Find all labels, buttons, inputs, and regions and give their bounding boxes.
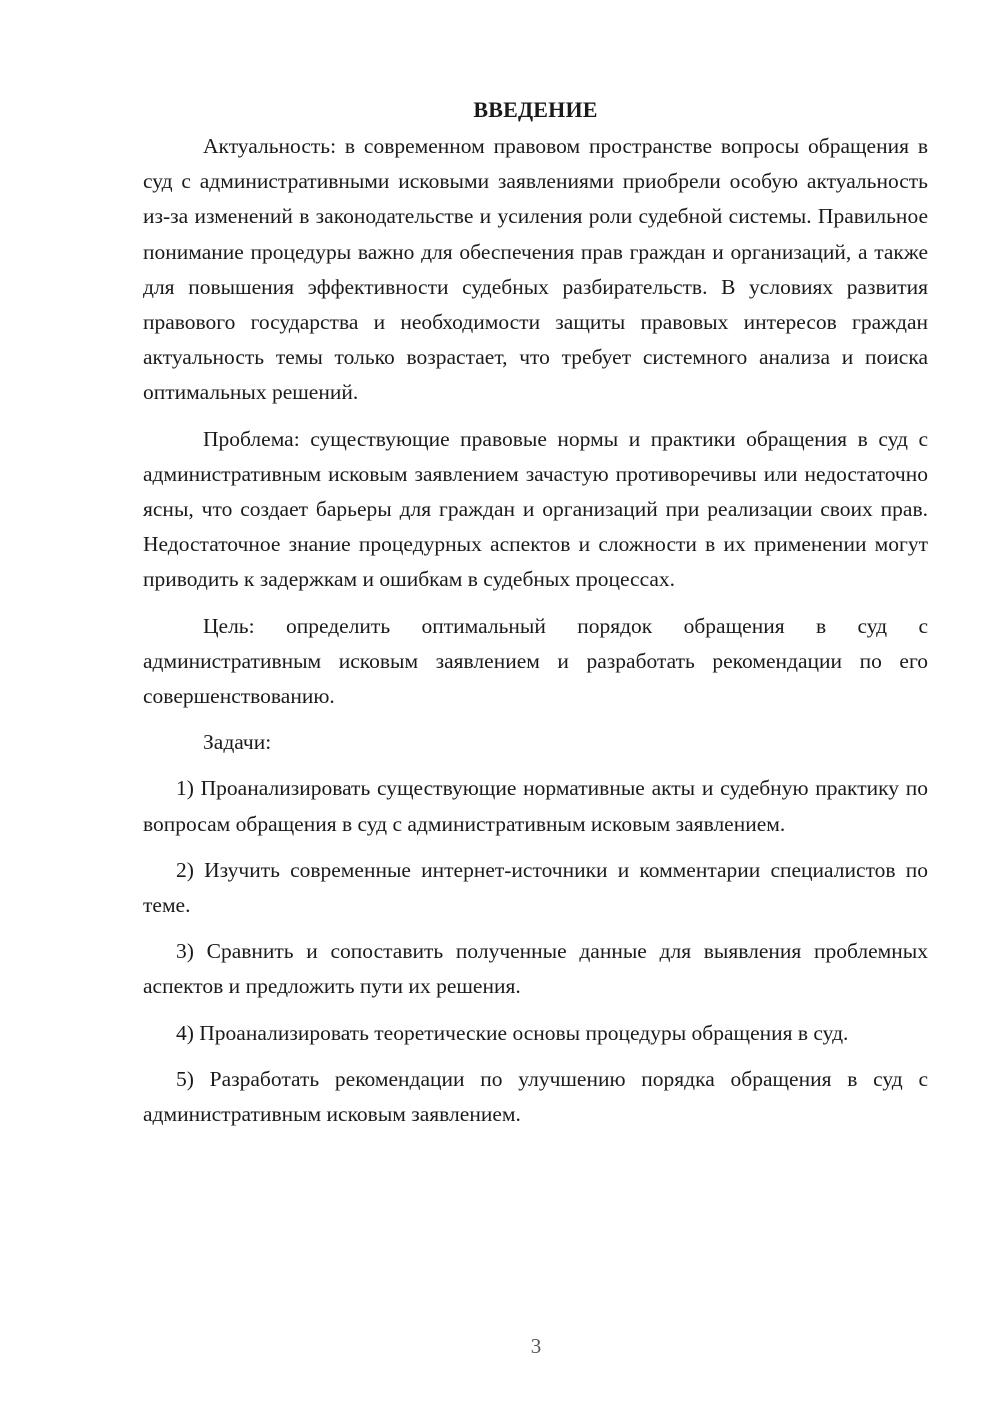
- paragraph-relevance: Актуальность: в современном правовом пространстве вопросы обращения в суд с административными исковыми заявлениями приобрели особую актуальность из-за изменений в законодательстве и усиления роли судебной системы. Правильное понимание процедуры важно для обеспечения прав граждан и организаций, а также для повышения эффективности судебных разбирательств. В условиях развития правового государства и необходимости защиты правовых интересов граждан актуальность темы только возрастает, что требует системного анализа и поиска оптимальных решений.: [143, 134, 928, 405]
- paragraph-problem: Проблема: существующие правовые нормы и практики обращения в суд с административным исковым заявлением зачастую противоречивы или недостаточно ясны, что создает барьеры для граждан и организаций при реализации своих прав. Недостаточное знание процедурных аспектов и сложности в их применении могут приводить к задержкам и ошибкам в судебных процессах.: [143, 426, 928, 592]
- page-content: [143, 92, 928, 1143]
- task-item-5: 5) Разработать рекомендации по улучшению порядка обращения в суд с административным исковым заявлением.: [143, 1066, 928, 1127]
- task-item-2: 2) Изучить современные интернет-источники и комментарии специалистов по теме.: [143, 857, 928, 918]
- task-item-3: 3) Сравнить и сопоставить полученные данные для выявления проблемных аспектов и предложить пути их решения.: [143, 939, 928, 999]
- section-title: ВВЕДЕНИЕ: [473, 97, 598, 122]
- paragraph-goal: Цель: определить оптимальный порядок обращения в суд с административным исковым заявлением и разработать рекомендации по его совершенствованию.: [143, 613, 928, 709]
- task-item-1: 1) Проанализировать существующие нормативные акты и судебную практику по вопросам обращения в суд с административным исковым заявлением.: [143, 776, 928, 836]
- tasks-heading: Задачи:: [203, 730, 272, 755]
- page-number: 3: [530, 1334, 542, 1358]
- task-item-4: 4) Проанализировать теоретические основы процедуры обращения в суд.: [176, 1020, 849, 1045]
